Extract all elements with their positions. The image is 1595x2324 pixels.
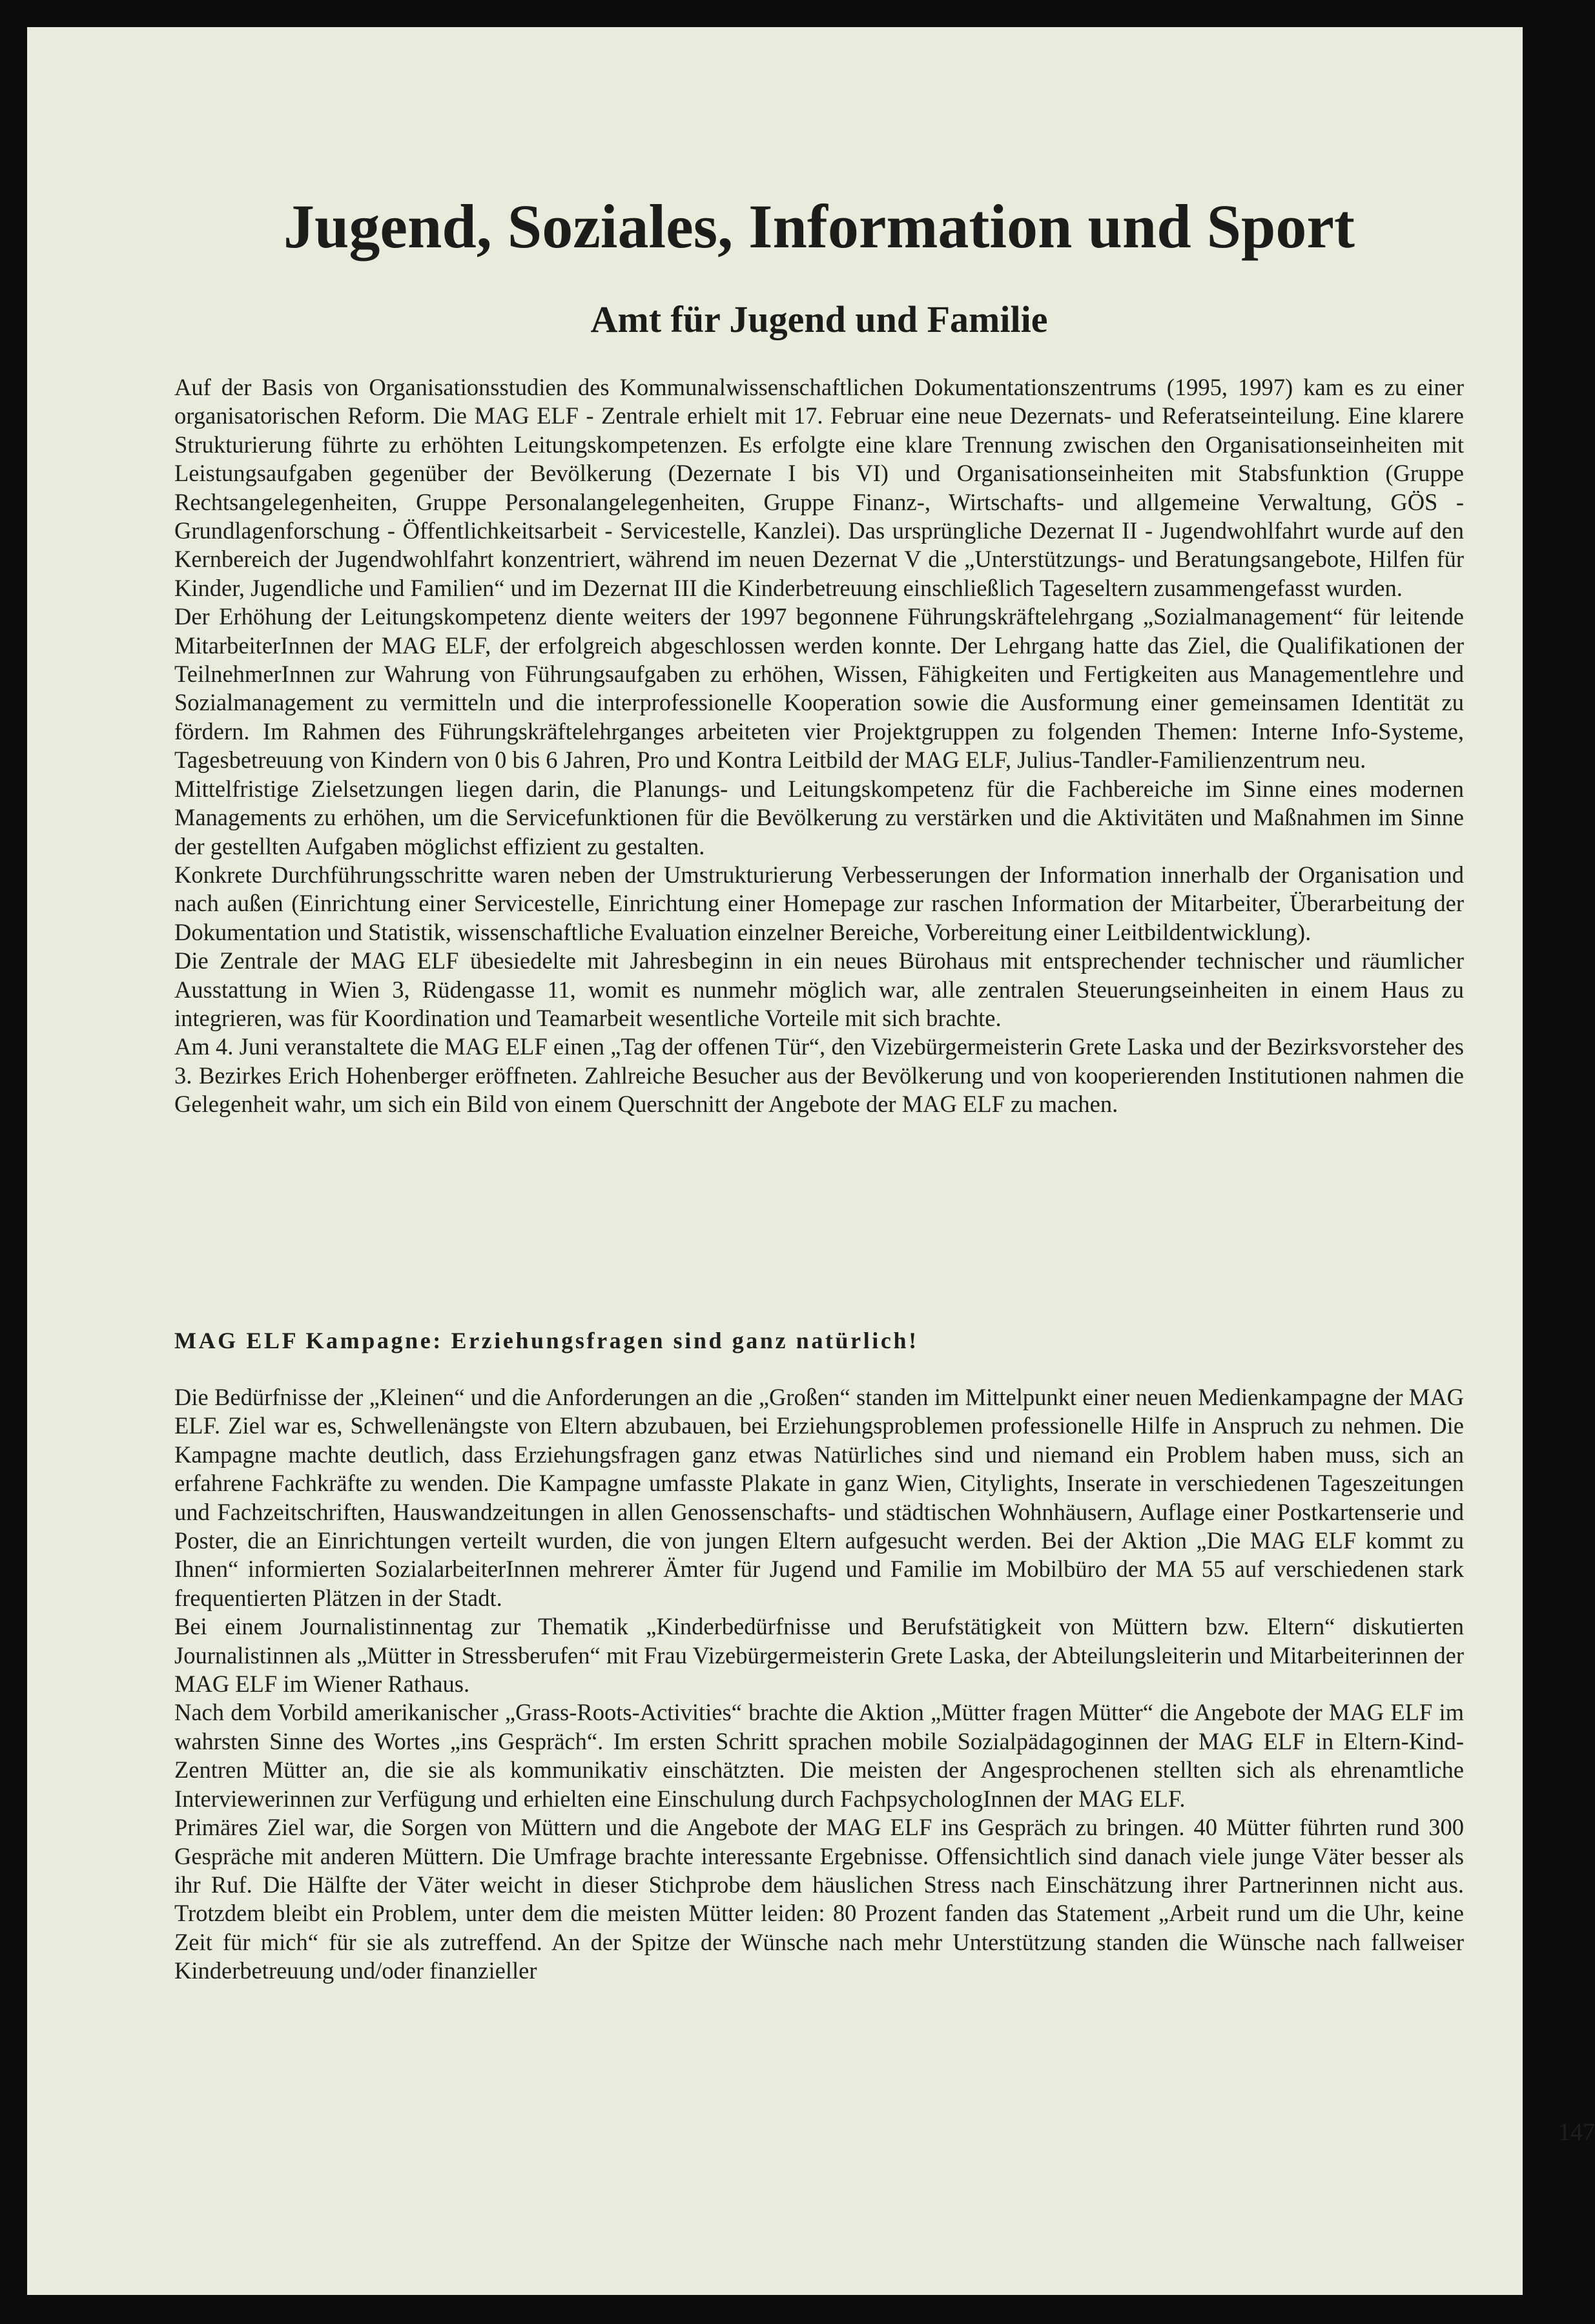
- paragraph: Auf der Basis von Organisationsstudien des Kommunalwissenschaftlichen Dokumentationszentrums (1995, 1997) kam es zu einer organisatorischen Reform. Die MAG ELF - Zentrale erhielt mit 17. Februar eine neue Dezernats- und Referatseinteilung. Eine klarere Strukturierung führte zu erhöhten Leitungskompetenzen. Es erfolgte eine klare Trennung zwischen den Organisationseinheiten mit Leistungsaufgaben gegenüber der Bevölkerung (Dezernate I bis VI) und Organisationseinheiten mit Stabsfunktion (Gruppe Rechtsangelegenheiten, Gruppe Personalangelegenheiten, Gruppe Finanz-, Wirtschafts- und allgemeine Verwaltung, GÖS - Grundlagenforschung - Öffentlichkeitsarbeit - Servicestelle, Kanzlei). Das ursprüngliche Dezernat II - Jugendwohlfahrt wurde auf den Kernbereich der Jugendwohlfahrt konzentriert, während im neuen Dezernat V die „Unterstützungs- und Beratungsangebote, Hilfen für Kinder, Jugendliche und Familien“ und im Dezernat III die Kinderbetreuung einschließlich Tageseltern zusammengefasst wurden.: [174, 374, 1464, 601]
- paragraph: Konkrete Durchführungsschritte waren neben der Umstrukturierung Verbesserungen der Information innerhalb der Organisation und nach außen (Einrichtung einer Servicestelle, Einrichtung einer Homepage zur raschen Information der Mitarbeiter, Überarbeitung der Dokumentation und Statistik, wissenschaftliche Evaluation einzelner Bereiche, Vorbereitung einer Leitbildentwicklung).: [174, 861, 1464, 945]
- document-page: [27, 27, 1595, 2295]
- paragraph: Am 4. Juni veranstaltete die MAG ELF einen „Tag der offenen Tür“, den Vizebürgermeisterin Grete Laska und der Bezirksvorsteher des 3. Bezirkes Erich Hohenberger eröffneten. Zahlreiche Besucher aus der Bevölkerung und von kooperierenden Institutionen nahmen die Gelegenheit wahr, um sich ein Bild von einem Querschnitt der Angebote der MAG ELF zu machen.: [174, 1033, 1464, 1118]
- section-heading: MAG ELF Kampagne: Erziehungsfragen sind ganz natürlich!: [174, 1328, 919, 1353]
- paragraph: Die Zentrale der MAG ELF übesiedelte mit Jahresbeginn in ein neues Bürohaus mit entsprechender technischer und räumlicher Ausstattung in Wien 3, Rüdengasse 11, womit es nunmehr möglich war, alle zentralen Steuerungseinheiten in einem Haus zu integrieren, was für Koordination und Teamarbeit wesentliche Vorteile mit sich brachte.: [174, 947, 1464, 1031]
- paragraph: Nach dem Vorbild amerikanischer „Grass-Roots-Activities“ brachte die Aktion „Mütter fragen Mütter“ die Angebote der MAG ELF im wahrsten Sinne des Wortes „ins Gespräch“. Im ersten Schritt sprachen mobile Sozialpädagoginnen der MAG ELF in Eltern-Kind-Zentren Mütter an, die sie als kommunikativ einschätzten. Die meisten der Angesprochenen stellten sich als ehrenamtliche Interviewerinnen zur Verfügung und erhielten eine Einschulung durch FachpsychologInnen der MAG ELF.: [174, 1699, 1464, 1812]
- body-section-2: [174, 1383, 1464, 1986]
- paragraph: Mittelfristige Zielsetzungen liegen darin, die Planungs- und Leitungskompetenz für die Fachbereiche im Sinne eines modernen Managements zu erhöhen, um die Servicefunktionen für die Bevölkerung zu verstärken und die Aktivitäten und Maßnahmen im Sinne der gestellten Aufgaben möglichst effizient zu gestalten.: [174, 775, 1464, 859]
- body-section-1: [174, 373, 1464, 1119]
- page-number: 147: [1558, 2119, 1595, 2146]
- page-title: Jugend, Soziales, Information und Sport: [283, 192, 1355, 261]
- paragraph: Die Bedürfnisse der „Kleinen“ und die Anforderungen an die „Großen“ standen im Mittelpunkt einer neuen Medienkampagne der MAG ELF. Ziel war es, Schwellenängste von Eltern abzubauen, bei Erziehungsproblemen professionelle Hilfe in Anspruch zu nehmen. Die Kampagne machte deutlich, dass Erziehungsfragen ganz etwas Natürliches sind und niemand ein Problem haben muss, sich an erfahrene Fachkräfte zu wenden. Die Kampagne umfasste Plakate in ganz Wien, Citylights, Inserate in verschiedenen Tageszeitungen und Fachzeitschriften, Hauswandzeitungen in allen Genossenschafts- und städtischen Wohnhäusern, Auflage einer Postkartenserie und Poster, die an Einrichtungen verteilt wurden, die von jungen Eltern aufgesucht werden. Bei der Aktion „Die MAG ELF kommt zu Ihnen“ informierten SozialarbeiterInnen mehrerer Ämter für Jugend und Familie im Mobilbüro der MA 55 auf verschiedenen stark frequentierten Plätzen in der Stadt.: [174, 1384, 1464, 1611]
- paragraph: Primäres Ziel war, die Sorgen von Müttern und die Angebote der MAG ELF ins Gespräch zu bringen. 40 Mütter führten rund 300 Gespräche mit anderen Müttern. Die Umfrage brachte interessante Ergebnisse. Offensichtlich sind danach viele junge Väter besser als ihr Ruf. Die Hälfte der Väter weicht in dieser Stichprobe dem häuslichen Stress nach Einschätzung ihrer Partnerinnen nicht aus. Trotzdem bleibt ein Problem, unter dem die meisten Mütter leiden: 80 Prozent fanden das Statement „Arbeit rund um die Uhr, keine Zeit für mich“ für sie als zutreffend. An der Spitze der Wünsche nach mehr Unterstützung standen die Wünsche nach fallweiser Kinderbetreuung und/oder finanzieller: [174, 1814, 1464, 1984]
- paragraph: Bei einem Journalistinnentag zur Thematik „Kinderbedürfnisse und Berufstätigkeit von Müttern bzw. Eltern“ diskutierten Journalistinnen als „Mütter in Stressberufen“ mit Frau Vizebürgermeisterin Grete Laska, der Abteilungsleiterin und Mitarbeiterinnen der MAG ELF im Wiener Rathaus.: [174, 1613, 1464, 1698]
- paragraph: Der Erhöhung der Leitungskompetenz diente weiters der 1997 begonnene Führungskräftelehrgang „Sozialmanagement“ für leitende MitarbeiterInnen der MAG ELF, der erfolgreich abgeschlossen werden konnte. Der Lehrgang hatte das Ziel, die Qualifikationen der TeilnehmerInnen zur Wahrung von Führungsaufgaben zu erhöhen, Wissen, Fähigkeiten und Fertigkeiten aus Managementlehre und Sozialmanagement zu vermitteln und die interprofessionelle Kooperation sowie die Ausformung einer gemeinsamen Identität zu fördern. Im Rahmen des Führungskräftelehrganges arbeiteten vier Projektgruppen zu folgenden Themen: Interne Info-Systeme, Tagesbetreuung von Kindern von 0 bis 6 Jahren, Pro und Kontra Leitbild der MAG ELF, Julius-Tandler-Familienzentrum neu.: [174, 603, 1464, 774]
- page-subtitle: Amt für Jugend und Familie: [590, 298, 1048, 340]
